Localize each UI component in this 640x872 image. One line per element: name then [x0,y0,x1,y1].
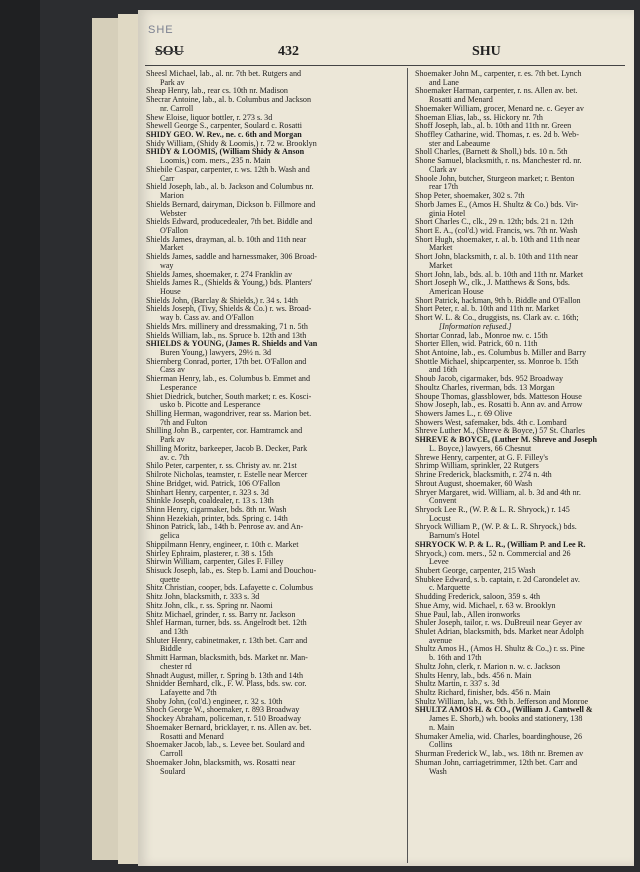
directory-line: Shields Bernard, dairyman, Dickson b. Fillmore and [146,200,316,209]
directory-line: Shilo Peter, carpenter, r. ss. Christy av. nr. 21st [146,462,297,471]
directory-line: Shitz Christian, cooper, bds. Lafayette c. Columbus [146,584,313,593]
directory-line: Shone Samuel, blacksmith, r. ns. Manchester rd. nr. [415,157,582,166]
directory-line: Shurman Frederick W., lab., ws. 18th nr. Bremen av [415,750,584,759]
directory-line: b. 16th and 17th [429,654,482,663]
directory-line: Shockey Abraham, policeman, r. 510 Broadway [146,715,302,724]
directory-line: Shinon Patrick, lab., 14th b. Penrose av. and An- [146,523,304,532]
directory-line: Barnum's Hotel [429,532,480,541]
directory-line: James E. Shorb,) wh. books and stationery, 138 [429,715,583,724]
directory-line: Carroll [160,750,183,759]
directory-line: Shoch George W., shoemaker, r. 893 Broadway [146,706,300,715]
header-right-word: SHU [472,44,501,59]
left-column [146,70,398,776]
directory-line: Market [429,261,453,270]
directory-line: Shryer Margaret, wid. William, al. b. 3d and 4th nr. [415,488,581,497]
directory-line: Shot Antoine, lab., es. Columbus b. Miller and Barry [415,349,587,357]
directory-line: SHIDY & LOOMIS, (William Shidy & Anson [146,148,305,157]
directory-line: Sheesl Michael, lab., al. nr. 7th bet. Rutgers and [146,70,302,78]
header-left-word: SOU [155,44,184,59]
directory-line: Park av [160,436,185,445]
directory-line: Shuler Joseph, tailor, r. ws. DuBreuil near Geyer av [415,619,582,628]
directory-line: n. Main [429,723,455,732]
directory-line: Shields James, shoemaker, r. 274 Franklin av [146,270,293,279]
directory-line: ginia Hotel [429,209,466,218]
directory-line: Shorter Ellen, wid. Patrick, 60 n. 11th [415,340,538,349]
directory-line: Shultz Amos H., (Amos H. Shultz & Co.,) r. ss. Pine [415,645,585,654]
directory-line: Rosatti and Menard [160,732,224,741]
directory-line: Shluter Henry, cabinetmaker, r. 13th bet. Carr and [146,636,308,645]
directory-line: Shoffley Catharine, wid. Thomas, r. es. 2d b. Web- [415,131,579,140]
directory-line: O'Fallon [160,226,188,235]
directory-line: Shields Edward, producedealer, 7th bet. Biddle and [146,218,313,227]
directory-line: Shoby John, (col'd.) engineer, r. 32 s. 10th [146,697,283,706]
directory-line: Shinhart Henry, carpenter, r. 323 s. 3d [146,488,269,497]
directory-line: Shmitt Harman, blacksmith, bds. Market nr. Man- [146,654,308,663]
directory-line: Shreve Luther M., (Shreve & Boyce,) 57 St. Charles [415,427,585,436]
directory-line: Shryock Lee R., (W. P. & L. R. Shryock,) r. 145 [415,505,570,514]
directory-line: Shew Eloise, liquor bottler, r. 273 s. 3d [146,113,273,122]
directory-line: Shields James R., (Shields & Young,) bds. Planters' [146,279,313,288]
directory-line: Shrine Frederick, blacksmith, r. 274 n. 4th [415,471,552,480]
directory-line: Shnadt August, miller, r. Spring b. 13th and 14th [146,671,304,680]
directory-line: and Lane [429,78,459,87]
header-rule [145,65,625,66]
directory-line: Shrewe Henry, carpenter, at G. F. Filley's [415,453,549,462]
directory-line: Sholl Charles, (Barnett & Sholl,) bds. 10 n. 5th [415,148,568,157]
directory-line: Shields Mrs. millinery and dressmaking, 71 n. 5th [146,322,308,331]
directory-line: Shoemaker Jacob, lab., s. Levee bet. Soulard and [146,741,305,750]
directory-line: House [160,287,181,296]
directory-line: Shirwin William, carpenter, Giles F. Filley [146,558,284,567]
directory-line: Market [160,244,184,253]
directory-line: Shuman John, carriagetrimmer, 12th bet. Carr and [415,758,578,767]
directory-line: Short E. A., (col'd.) wid. Francis, ws. 7th nr. Wash [415,226,578,235]
directory-line: Shinn Hezekiah, printer, bds. Spring c. 14th [146,514,288,523]
directory-line: Shrimp William, sprinkler, 22 Rutgers [415,462,539,471]
directory-line: Shoole John, butcher, Sturgeon market; r. Benton [415,174,575,183]
directory-line: Short Hugh, shoemaker, r. al. b. 10th and 11th near [415,235,580,244]
directory-line: Locust [429,514,452,523]
directory-line: Shidy William, (Shidy & Loomis,) r. 72 w. Brooklyn [146,139,317,148]
pencil-annotation: SHE [148,24,174,36]
directory-line: Cass av [160,366,185,375]
directory-line: Shubert George, carpenter, 215 Wash [415,566,536,575]
directory-line: Short John, lab., bds. al. b. 10th and 11th nr. Market [415,270,584,279]
directory-line: quette [160,575,180,584]
directory-line: c. Marquette [429,584,470,593]
directory-line: nr. Carroll [160,104,194,113]
directory-line: Shiet Diedrick, butcher, South market; r. es. Kosci- [146,392,312,401]
directory-line: Shultz Richard, finisher, bds. 456 n. Main [415,689,551,698]
directory-line: Loomis,) com. mers., 235 n. Main [160,157,271,166]
directory-line: Soulard [160,767,186,776]
directory-line: American House [429,287,484,296]
directory-line: Shultz William, lab., ws. 9th b. Jefferson and Monroe [415,697,589,706]
directory-line: and 13th [160,628,189,636]
directory-line: Shults Henry, lab., bds. 456 n. Main [415,671,532,680]
directory-line: Shoemaker William, grocer, Menard ne. c. Geyer av [415,104,584,113]
page-edges-stack [92,18,121,860]
directory-line: Shoultz Charles, riverman, bds. 13 Morgan [415,383,555,392]
directory-line: SHIDY GEO. W. Rev., ne. c. 6th and Morgan [146,131,302,140]
right-column [415,70,629,776]
directory-line: way [160,261,174,270]
directory-line: Shirley Ephraim, plasterer, r. 38 s. 15th [146,549,273,558]
directory-line: Shields James, saddle and harnessmaker, 306 Broad- [146,253,317,262]
directory-line: Short Charles C., clk., 29 n. 12th; bds. 21 n. 12th [415,218,574,227]
directory-line: Short Peter, r. al. b. 10th and 11th nr. Market [415,305,560,314]
directory-line: Buren Young,) lawyers, 29½ n. 3d [160,349,272,357]
directory-line: Show Joseph, lab., es. Rosatti b. Ann av. and Arrow [415,401,583,410]
directory-line: [Information refused.] [439,322,512,331]
directory-line: SHRYOCK W. P. & L. R., (William P. and Lee R. [415,540,586,549]
directory-line: way b. Cass av. and O'Fallon [160,314,254,323]
directory-line: chester rd [160,662,192,671]
directory-line: Shinkle Joseph, coaldealer, r. 13 s. 13th [146,497,274,506]
directory-line: Shinn Henry, cigarmaker, bds. 8th nr. Wash [146,505,287,514]
directory-line: and 16th [429,366,458,375]
directory-line: Short John, blacksmith, r. al. b. 10th and 11th near [415,253,578,262]
directory-line: Shoemaker Harman, carpenter, r. ns. Allen av. bet. [415,87,578,96]
column-divider [407,68,408,863]
directory-line: Shierman Henry, lab., es. Columbus b. Emmet and [146,375,311,384]
directory-line: Shoemaker John, blacksmith, ws. Rosatti near [146,758,296,767]
directory-line: Lafayette and 7th [160,689,217,698]
directory-line: Shippilmann Henry, engineer, r. 10th c. Market [146,540,299,549]
directory-line: SHULTZ AMOS H. & CO., (William J. Cantwell & [415,706,593,715]
directory-line: Shoemaker John M., carpenter, r. es. 7th bet. Lynch [415,70,582,78]
directory-line: Shilling Herman, wagondriver, rear ss. Marion bet. [146,410,312,419]
directory-line: 7th and Fulton [160,418,208,427]
directory-line: Shields William, lab., ns. Spruce b. 12th and 13th [146,331,307,340]
directory-line: Showers West, safemaker, bds. 4th c. Lombard [415,418,567,427]
directory-line: Shue Paul, lab., Allen ironworks [415,610,520,619]
directory-line: Levee [429,558,449,567]
directory-line: Shilling John B., carpenter, cor. Hamtramck and [146,427,303,436]
directory-line: Shitz Michael, grinder, r. ss. Barry nr. Jackson [146,610,296,619]
directory-line: Market [429,244,453,253]
directory-line: Shield Joseph, lab., al. b. Jackson and Columbus nr. [146,183,314,192]
directory-line: Shubkee Edward, s. b. captain, r. 2d Carondelet av. [415,575,580,584]
directory-line: Convent [429,497,457,506]
directory-line: Shlef Harman, turner, bds. ss. Angelrodt bet. 12th [146,619,307,628]
directory-line: Short W. L. & Co., druggists, ns. Clark av. c. 16th; [415,314,579,323]
directory-line: av. c. 7th [160,453,190,462]
directory-line: rear 17th [429,183,458,192]
directory-line: Biddle [160,645,182,654]
directory-line: usko b. Picotte and Lesperance [160,401,261,410]
directory-line: Short Patrick, hackman, 9th b. Biddle and O'Fallon [415,296,581,305]
directory-line: Shiebile Caspar, carpenter, r. ws. 12th b. Wash and [146,165,310,174]
directory-line: Shnidder Bernhard, clk., F. W. Plass, bds. sw. cor. [146,680,307,689]
directory-line: Shortar Conrad, lab., Monroe nw. c. 15th [415,331,548,340]
directory-line: Marion [160,192,184,201]
directory-line: Shultz John, clerk, r. Marion n. w. c. Jackson [415,662,561,671]
directory-line: Shilling Moritz, barkeeper, Jacob B. Decker, Park [146,444,308,453]
directory-line: Rosatti and Menard [429,96,493,105]
directory-line: Collins [429,741,453,750]
directory-line: Shrout August, shoemaker, 60 Wash [415,479,533,488]
directory-line: Shoff Joseph, lab., al. b. 10th and 11th nr. Green [415,122,572,131]
directory-line: Shiernberg Conrad, porter, 17th bet. O'Fallon and [146,357,307,366]
directory-line: Shumaker Amelia, wid. Charles, boardinghouse, 26 [415,732,583,741]
directory-line: Shisuck Joseph, lab., es. Step b. Lami and Douchou- [146,566,317,575]
directory-line: Shitz John, blacksmith, r. 333 s. 3d [146,593,260,602]
directory-line: Shitz John, clk., r. ss. Spring nr. Naomi [146,601,273,610]
directory-line: Shorb James E., (Amos H. Shultz & Co.) bds. Vir- [415,200,579,209]
page-number: 432 [278,44,299,59]
directory-line: Shoemaker Bernard, bricklayer, r. ns. Allen av. bet. [146,723,312,732]
directory-line: Shudding Frederick, saloon, 359 s. 4th [415,593,540,602]
directory-line: Shoub Jacob, cigarmaker, bds. 952 Broadway [415,375,564,384]
directory-line: avenue [429,636,452,645]
directory-line: Park av [160,78,185,87]
directory-line: Shields Joseph, (Tivy, Shields & Co.) r. ws. Broad- [146,305,312,314]
directory-line: Carr [160,174,175,183]
book-binding [0,0,40,872]
directory-line: Sheap Henry, lab., rear cs. 10th nr. Madison [146,87,288,96]
directory-line: SHREVE & BOYCE, (Luther M. Shreve and Joseph [415,436,598,445]
directory-line: Shewell George S., carpenter, Soulard c. Rosatti [146,122,302,131]
directory-line: Shryock,) com. mers., 52 n. Commercial and 26 [415,549,571,558]
directory-line: Shultz Martin, r. 337 s. 3d [415,680,500,689]
directory-line: Short Joseph W., clk., J. Matthews & Sons, bds. [415,279,570,288]
directory-line: Shields John, (Barclay & Shields,) r. 34 s. 14th [146,296,298,305]
directory-line: Wash [429,767,447,776]
directory-line: L. Boyce,) lawyers, 66 Chesnut [429,444,532,453]
directory-line: Clark av [429,165,457,174]
directory-line: Showers James L., r. 69 Olive [415,410,513,419]
directory-line: Lesperance [160,383,197,392]
directory-line: Shecrar Antoine, lab., al. b. Columbus and Jackson [146,96,311,105]
directory-line: SHIELDS & YOUNG, (James R. Shields and Van [146,340,318,349]
directory-line: Shryock William P., (W. P. & L. R. Shryock,) bds. [415,523,577,532]
directory-line: Shop Peter, shoemaker, 302 s. 7th [415,192,525,201]
directory-line: Shoupe Thomas, glassblower, bds. Matteson House [415,392,582,401]
directory-line: gelica [160,532,180,541]
directory-line: Webster [160,209,187,218]
directory-line: ster and Labeaume [429,139,491,148]
directory-line: Shoeman Elias, lab., ss. Hickory nr. 7th [415,113,543,122]
directory-line: Shields James, drayman, al. b. 10th and 11th near [146,235,307,244]
directory-line: Shottle Michael, shipcarpenter, ss. Monroe b. 15th [415,357,579,366]
directory-line: Shilrote Nicholas, teamster, r. Estelle near Mercer [146,471,308,480]
directory-line: Shue Amy, wid. Michael, r. 63 w. Brooklyn [415,601,556,610]
directory-line: Shine Bridget, wid. Patrick, 106 O'Fallon [146,479,281,488]
directory-line: Shulet Adrian, blacksmith, bds. Market near Adolph [415,628,584,636]
